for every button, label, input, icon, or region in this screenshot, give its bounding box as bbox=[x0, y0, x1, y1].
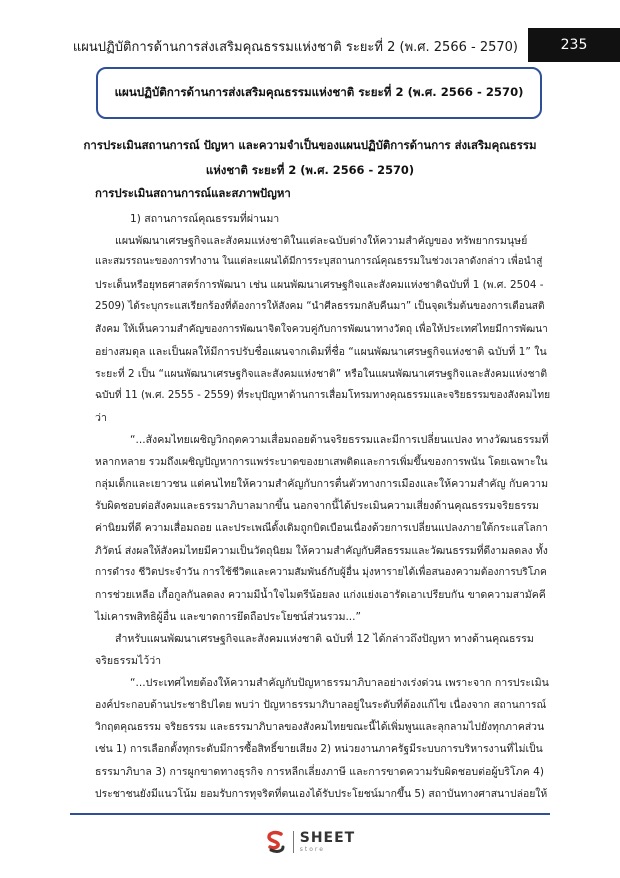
section-heading-line-1: การประเมินสถานการณ์ ปัญหา และความจำเป็นของแผนปฏิบัติการด้านการ ส่งเสริมคุณธรรม bbox=[83, 138, 537, 152]
body-line: กลุ่มเด็กและเยาวชน แต่คนไทยให้ความสำคัญกับการตื่นตัวทางการเมืองและให้ความสำคัญ กับความ bbox=[95, 478, 549, 491]
logo-tagline: store bbox=[299, 846, 325, 853]
page-number: 235 bbox=[528, 28, 620, 62]
section-heading-line-2: แห่งชาติ ระยะที่ 2 (พ.ศ. 2566 - 2570) bbox=[205, 163, 415, 177]
body-line: “...สังคมไทยเผชิญวิกฤตความเสื่อมถอยด้านจริยธรรมและมีการเปลี่ยนแปลง ทางวัฒนธรรมที่ bbox=[130, 434, 549, 446]
body-line: องค์ประกอบด้านประชาธิปไตย พบว่า ปัญหาธรรมาภิบาลอยู่ในระดับที่ต้องแก้ไข เนื่องจาก สถานการณ์ bbox=[95, 699, 547, 712]
body-line: “...ประเทศไทยต้องให้ความสำคัญกับปัญหาธรรมาภิบาลอย่างเร่งด่วน เพราะจาก การประเมิน bbox=[130, 677, 549, 690]
body-line: การดำรง ชีวิตประจำวัน การใช้ชีวิตและความสัมพันธ์กับผู้อื่น มุ่งหารายได้เพื่อสนองความต้องการบริโภค bbox=[95, 566, 547, 578]
body-line: หลากหลาย รวมถึงเผชิญปัญหาการแพร่ระบาดของยาเสพติดและการเพิ่มขึ้นของการพนัน โดยเฉพาะใน bbox=[95, 456, 548, 469]
running-title: แผนปฏิบัติการด้านการส่งเสริมคุณธรรมแห่งชาติ ระยะที่ 2 (พ.ศ. 2566 - 2570) bbox=[72, 40, 518, 55]
body-line: 1) สถานการณ์คุณธรรมที่ผ่านมา bbox=[130, 213, 280, 225]
body-line: ธรรมาภิบาล 3) การผูกขาดทางธุรกิจ การหลีกเลี่ยงภาษี และการขาดความรับผิดชอบต่อผู้บริโภค 4) bbox=[95, 765, 544, 778]
body-line: และสมรรถนะของการทำงาน ในแต่ละแผนได้มีการระบุสถานการณ์คุณธรรมในช่วงเวลาดังกล่าว เพื่อนำสู่ bbox=[95, 256, 543, 268]
logo-wordmark: SHEET bbox=[299, 830, 356, 846]
body-line: วิกฤตคุณธรรม จริยธรรม และธรรมาภิบาลของสังคมไทยขณะนี้ได้เพิ่มพูนและลุกลามไปยังทุกภาคส่วน bbox=[95, 721, 545, 734]
title-box: แผนปฏิบัติการด้านการส่งเสริมคุณธรรมแห่งชาติ ระยะที่ 2 (พ.ศ. 2566 - 2570) bbox=[96, 67, 542, 119]
body-line: รับผิดชอบต่อสังคมและธรรมาภิบาลมากขึ้น นอกจากนี้ได้ประเมินความเสี่ยงด้านคุณธรรมจริยธรรม bbox=[95, 500, 540, 513]
body-line: ค่านิยมที่ดี ความเสื่อมถอย และประเพณีดั้งเดิมถูกบิดเบือนเนื่องด้วยการเปลี่ยนแปลงภายใต้กระแสโลกา bbox=[95, 522, 548, 535]
sheet-store-logo bbox=[0, 822, 620, 862]
body-line: ไม่เคารพสิทธิผู้อื่น และขาดการยึดถือประโยชน์ส่วนรวม...” bbox=[95, 610, 362, 623]
body-line: สังคม ให้เห็นความสำคัญของการพัฒนาจิตใจควบคู่กับการพัฒนาทางวัตถุ เพื่อให้ประเทศไทยมีการพัฒนา bbox=[95, 323, 548, 335]
subheading: การประเมินสถานการณ์และสภาพปัญหา bbox=[95, 186, 291, 200]
body-line: จริยธรรมไว้ว่า bbox=[95, 655, 162, 667]
page-header bbox=[0, 28, 620, 62]
body-line: การช่วยเหลือ เกื้อกูลกันลดลง ความมีน้ำใจไมตรีน้อยลง แก่งแย่งเอารัดเอาเปรียบกัน ขาดความสามัคคี bbox=[95, 588, 546, 601]
body-line: ประเด็นหรือยุทธศาสตร์การพัฒนา เช่น แผนพัฒนาเศรษฐกิจและสังคมแห่งชาติฉบับที่ 1 (พ.ศ. 2504 - bbox=[95, 279, 544, 292]
body-line: สำหรับแผนพัฒนาเศรษฐกิจและสังคมแห่งชาติ ฉบับที่ 12 ได้กล่าวถึงปัญหา ทางด้านคุณธรรม bbox=[115, 632, 534, 645]
body-line: ว่า bbox=[95, 411, 107, 424]
body-line: อย่างสมดุล และเป็นผลให้มีการปรับชื่อแผนจากเดิมที่ชื่อ “แผนพัฒนาเศรษฐกิจแห่งชาติ ฉบับที่ 1” ใน bbox=[95, 345, 547, 358]
logo-divider bbox=[293, 831, 294, 853]
body-line: ประชาชนยังมีแนวโน้ม ยอมรับการทุจริตที่ตนเองได้รับประโยชน์มากขึ้น 5) สถาบันทางศาสนาปล่อยให้ bbox=[95, 787, 548, 800]
footer-rule bbox=[70, 813, 550, 815]
body-line: 2509) ได้ระบุกระแสเรียกร้องที่ต้องการให้สังคม “นำศีลธรรมกลับคืนมา” เป็นจุดเริ่มต้นของการเตือนสติ bbox=[95, 301, 545, 313]
logo-s-icon bbox=[265, 830, 287, 854]
body-line: แผนพัฒนาเศรษฐกิจและสังคมแห่งชาติในแต่ละฉบับต่างให้ความสำคัญของ ทรัพยากรมนุษย์ bbox=[115, 235, 528, 248]
body-line: ภิวัตน์ ส่งผลให้สังคมไทยมีความเป็นวัตถุนิยม ให้ความสำคัญกับศีลธรรมและวัฒนธรรมที่ดีงามลดลง ทั้ง bbox=[95, 544, 548, 557]
body-line: เช่น 1) การเลือกตั้งทุกระดับมีการซื้อสิทธิ์ขายเสียง 2) หน่วยงานภาครัฐมีระบบการบริหารงานที่ไม่เป็น bbox=[95, 743, 543, 756]
body-line: ฉบับที่ 11 (พ.ศ. 2555 - 2559) ที่ระบุปัญหาด้านการเสื่อมโทรมทางคุณธรรมและจริยธรรมของสังคมไทย bbox=[95, 389, 551, 401]
body-line: ระยะที่ 2 เป็น “แผนพัฒนาเศรษฐกิจและสังคมแห่งชาติ” หรือในแผนพัฒนาเศรษฐกิจและสังคมแห่งชาติ bbox=[95, 367, 548, 380]
